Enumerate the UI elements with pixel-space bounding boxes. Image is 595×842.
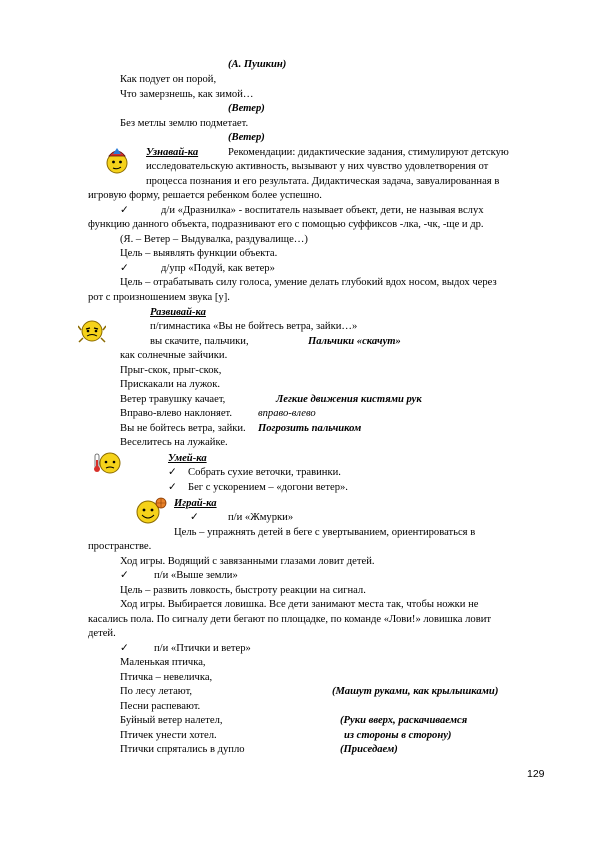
paragraph-line: функцию данного объекта, подразнивают его с помощью суффиксов -лка, -чк, -ще и др. [88,219,484,230]
paragraph-line: (Я. – Ветер – Выдувалка, раздувалище…) [120,234,308,245]
poem-line: Буйный ветер налетел, [120,715,223,726]
paragraph-line: исследовательскую активность, вызывают у них чувство удовлетворения от [146,161,489,172]
thinking-smiley-icon [104,146,130,176]
paragraph-line: д/упр «Подуй, как ветер» [161,263,275,274]
poem-line: Прыг-скок, прыг-скок, [120,365,222,376]
poem-line: как солнечные зайчики. [120,350,228,361]
poem-line: Веселитесь на лужайке. [120,437,228,448]
paragraph-line: Цель – упражнять детей в беге с увертыванием, ориентироваться в [174,527,476,538]
list-item: Бег с ускорением – «догони ветер». [188,482,348,493]
paragraph-line: Цель – развить ловкость, быстроту реакции на сигнал. [120,585,366,596]
poem-line: Вы не бойтесь ветра, зайки. [120,423,246,434]
poem-line: Песни распевают. [120,701,201,712]
paragraph-line: Цель – отрабатывать силу голоса, умение делать глубокий вдох носом, выдох через [120,277,497,288]
riddle-answer: (Ветер) [228,132,265,143]
poem-line: Прискакали на лужок. [120,379,221,390]
checkmark-icon: ✓ [168,467,177,478]
poem-line: По лесу летают, [120,686,193,697]
movement-note: Пальчики «скачут» [308,336,401,347]
riddle-line: Без метлы землю подметает. [120,118,249,129]
section-heading-razvivai: Развивай-ка [150,307,206,318]
movement-note: вправо-влево [258,408,316,419]
movement-note: (Приседаем) [340,744,398,755]
paragraph-line: Рекомендации: дидактические задания, стимулируют детскую [228,147,509,158]
poem-line: вы скачите, пальчики, [150,336,249,347]
paragraph-line: игровую форму, решается ребенком более успешно. [88,190,322,201]
paragraph-line: д/и «Дразнилка» - воспитатель называет объект, дети, не называя вслух [161,205,484,216]
thermometer-smiley-icon [92,451,122,475]
checkmark-icon: ✓ [190,512,199,523]
poem-line: Птички спрятались в дупло [120,744,245,755]
riddle-answer: (Ветер) [228,103,265,114]
poem-line: Ветер травушку качает, [120,394,226,405]
paragraph-line: детей. [88,628,116,639]
riddle-line: Как подует он порой, [120,74,217,85]
list-item: Собрать сухие веточки, травинки. [188,467,341,478]
paragraph-line: Ход игры. Выбирается ловишка. Все дети занимают места так, чтобы ножки не [120,599,479,610]
movement-note: Легкие движения кистями рук [276,394,422,405]
riddle-line: Что замерзнешь, как зимой… [120,89,254,100]
section-heading-igrai: Играй-ка [174,498,217,509]
paragraph-line: Ход игры. Водящий с завязанными глазами ловит детей. [120,556,375,567]
poem-line: Птичек унести хотел. [120,730,217,741]
checkmark-icon: ✓ [120,570,129,581]
poem-line: Маленькая птичка, [120,657,206,668]
section-heading-uznavai: Узнавай-ка [146,147,199,158]
page-number: 129 [527,768,545,780]
paragraph-line: п/гимнастика «Вы не бойтесь ветра, зайки…» [150,321,358,332]
movement-note: (Руки вверх, раскачиваемся [340,715,468,726]
poem-line: Вправо-влево наклоняет. [120,408,233,419]
paragraph-line: рот с произношением звука [у]. [88,292,230,303]
poem-line: Птичка – невеличка, [120,672,213,683]
paragraph-line: касались пола. По сигналу дети бегают по площадке, по команде «Лови!» ловишка ловит [88,614,492,625]
paragraph-line: пространстве. [88,541,152,552]
checkmark-icon: ✓ [120,643,129,654]
game-title: п/и «Жмурки» [228,512,294,523]
paragraph-line: процесса познания и его результата. Дидактическая задача, завуалированная в [146,176,500,187]
checkmark-icon: ✓ [120,205,129,216]
checkmark-icon: ✓ [168,482,177,493]
game-title: п/и «Выше земли» [154,570,238,581]
movement-note: из стороны в сторону) [344,730,452,741]
ball-playing-smiley-icon [134,496,168,526]
gymnastics-smiley-icon [78,318,106,344]
game-title: п/и «Птички и ветер» [154,643,251,654]
paragraph-line: Цель – выявлять функции объекта. [120,248,278,259]
author-attribution: (А. Пушкин) [228,59,287,70]
section-heading-umei: Умей-ка [168,453,207,464]
movement-note: Погрозить пальчиком [258,423,362,434]
checkmark-icon: ✓ [120,263,129,274]
movement-note: (Машут руками, как крылышками) [332,686,499,697]
